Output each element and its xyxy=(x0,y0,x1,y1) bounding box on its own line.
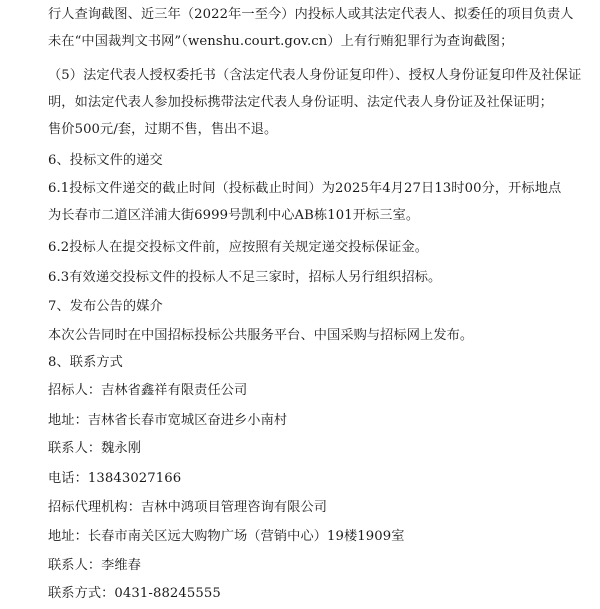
text-line-4: 明，如法定代表人参加投标携带法定代表人身份证明、法定代表人身份证及社保证明； xyxy=(48,95,553,110)
text-line-6-1a: 6.1投标文件递交的截止时间（投标截止时间）为2025年4月27日13时00分，开标地点 xyxy=(48,181,562,196)
section-heading-6: 6、投标文件的递交 xyxy=(48,153,163,168)
agency-contact: 联系人：李维春 xyxy=(48,558,142,573)
tenderer-phone: 电话：13843027166 xyxy=(48,471,182,486)
tenderer-address: 地址：吉林省长春市宽城区奋进乡小南村 xyxy=(48,413,288,428)
text-line-7: 本次公告同时在中国招标投标公共服务平台、中国采购与招标网上发布。 xyxy=(48,328,474,343)
section-heading-7: 7、发布公告的媒介 xyxy=(48,299,163,314)
tenderer-contact: 联系人：魏永刚 xyxy=(48,441,142,456)
section-heading-8: 8、联系方式 xyxy=(48,355,123,370)
text-line-1: 行人查询截图、近三年（2022年一至今）内投标人或其法定代表人、拟委任的项目负责人 xyxy=(48,7,574,22)
agency-name: 招标代理机构：吉林中鸿项目管理咨询有限公司 xyxy=(48,500,328,515)
text-line-2: 未在“中国裁判文书网”（wenshu.court.gov.cn）上有行贿犯罪行为查询截图； xyxy=(48,34,514,49)
agency-address: 地址：长春市南关区远大购物广场（营销中心）19楼1909室 xyxy=(48,529,405,544)
text-line-5: 售价500元/套，过期不售，售出不退。 xyxy=(48,122,278,137)
text-line-3: （5）法定代表人授权委托书（含法定代表人身份证复印件）、授权人身份证复印件及社保证 xyxy=(48,68,582,83)
tenderer-name: 招标人：吉林省鑫祥有限责任公司 xyxy=(48,383,248,398)
agency-phone: 联系方式：0431-88245555 xyxy=(48,586,221,601)
text-line-6-2: 6.2投标人在提交投标文件前，应按照有关规定递交投标保证金。 xyxy=(48,240,429,255)
text-line-6-1b: 为长春市二道区洋浦大街6999号凯利中心AB栋101开标三室。 xyxy=(48,208,420,223)
text-line-6-3: 6.3有效递交投标文件的投标人不足三家时，招标人另行组织招标。 xyxy=(48,270,442,285)
